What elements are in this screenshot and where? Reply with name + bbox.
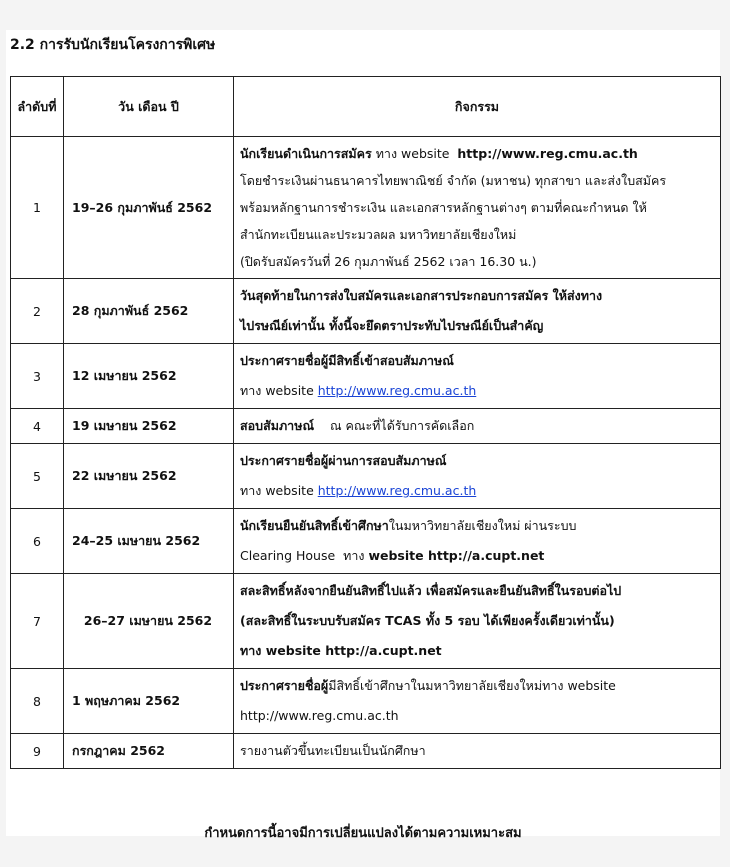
row-number: 6 <box>11 509 64 574</box>
website-link[interactable]: http://www.reg.cmu.ac.th <box>317 483 477 498</box>
activity-text: (สละสิทธิ์ในระบบรับสมัคร TCAS ทั้ง 5 รอบ ได้เพียงครั้งเดียวเท่านั้น) <box>240 613 615 628</box>
row-date: กรกฎาคม 2562 <box>64 734 234 769</box>
row-date: 1 พฤษภาคม 2562 <box>64 669 234 734</box>
row-date: 28 กุมภาพันธ์ 2562 <box>64 279 234 344</box>
activity-text: วันสุดท้ายในการส่งใบสมัครและเอกสารประกอบการสมัคร ให้ส่งทาง <box>240 288 603 303</box>
row-activity <box>234 279 721 344</box>
activity-text: ทาง website <box>371 146 458 161</box>
activity-line <box>240 671 714 701</box>
activity-text: ทาง website <box>240 483 318 498</box>
row-date: 24–25 เมษายน 2562 <box>64 509 234 574</box>
row-number: 4 <box>11 409 64 444</box>
activity-line <box>240 511 714 541</box>
row-activity <box>234 669 721 734</box>
activity-text: ในมหาวิทยาลัยเชียงใหม่ ผ่านระบบ <box>388 518 577 533</box>
activity-text: ทาง website http://a.cupt.net <box>240 643 442 658</box>
row-date: 26–27 เมษายน 2562 <box>64 574 234 669</box>
section-heading: 2.2 การรับนักเรียนโครงการพิเศษ <box>10 37 216 53</box>
table-row <box>11 509 721 574</box>
activity-text: ประกาศรายชื่อผู้มีสิทธิ์เข้าสอบสัมภาษณ์ <box>240 353 454 368</box>
activity-text: พร้อมหลักฐานการชำระเงิน และเอกสารหลักฐานต่างๆ ตามที่คณะกำหนด ให้ <box>240 200 647 215</box>
row-number: 5 <box>11 444 64 509</box>
footer-note: กำหนดการนี้อาจมีการเปลี่ยนแปลงได้ตามความเหมาะสม <box>204 826 522 841</box>
activity-text: นักเรียนยืนยันสิทธิ์เข้าศึกษา <box>240 518 389 533</box>
activity-line <box>240 701 714 731</box>
activity-text: ไปรษณีย์เท่านั้น ทั้งนี้จะยึดตราประทับไปรษณีย์เป็นสำคัญ <box>240 318 544 333</box>
row-number: 2 <box>11 279 64 344</box>
activity-line <box>240 446 714 476</box>
row-activity <box>234 509 721 574</box>
header-date: วัน เดือน ปี <box>64 77 234 137</box>
schedule-table <box>10 76 721 769</box>
table-row <box>11 409 721 444</box>
activity-line <box>240 194 714 221</box>
activity-text: ประกาศรายชื่อผู้ผ่านการสอบสัมภาษณ์ <box>240 453 447 468</box>
table-row <box>11 137 721 279</box>
activity-text: รายงานตัวขึ้นทะเบียนเป็นนักศึกษา <box>240 743 426 758</box>
row-activity <box>234 344 721 409</box>
activity-line <box>240 576 714 606</box>
activity-text: http://www.reg.cmu.ac.th <box>457 146 638 161</box>
row-number: 9 <box>11 734 64 769</box>
activity-line <box>240 346 714 376</box>
row-date: 12 เมษายน 2562 <box>64 344 234 409</box>
row-activity <box>234 734 721 769</box>
activity-line <box>240 736 714 766</box>
activity-line <box>240 281 714 311</box>
table-row <box>11 444 721 509</box>
table-row <box>11 574 721 669</box>
row-number: 7 <box>11 574 64 669</box>
table-header-row <box>11 77 721 137</box>
activity-text: Clearing House ทาง <box>240 548 369 563</box>
row-date: 22 เมษายน 2562 <box>64 444 234 509</box>
activity-text: มีสิทธิ์เข้าศึกษาในมหาวิทยาลัยเชียงใหม่ทาง website <box>328 678 616 693</box>
header-order: ลำดับที่ <box>11 77 64 137</box>
activity-line <box>240 311 714 341</box>
activity-line <box>240 606 714 636</box>
row-date: 19 เมษายน 2562 <box>64 409 234 444</box>
activity-text: ทาง website <box>240 383 318 398</box>
activity-text: นักเรียนดำเนินการสมัคร <box>240 146 372 161</box>
activity-text: website http://a.cupt.net <box>368 548 545 563</box>
activity-line <box>240 248 714 275</box>
activity-text: (ปิดรับสมัครวันที่ 26 กุมภาพันธ์ 2562 เวลา 16.30 น.) <box>240 254 537 269</box>
activity-line <box>240 167 714 194</box>
website-link[interactable]: http://www.reg.cmu.ac.th <box>317 383 477 398</box>
activity-line <box>240 221 714 248</box>
activity-line <box>240 411 714 441</box>
activity-text: สำนักทะเบียนและประมวลผล มหาวิทยาลัยเชียงใหม่ <box>240 227 517 242</box>
activity-text: โดยชำระเงินผ่านธนาคารไทยพาณิชย์ จำกัด (มหาชน) ทุกสาขา และส่งใบสมัคร <box>240 173 667 188</box>
activity-text: ประกาศรายชื่อผู้ <box>240 678 329 693</box>
activity-text: สละสิทธิ์หลังจากยืนยันสิทธิ์ไปแล้ว เพื่อสมัครและยืนยันสิทธิ์ในรอบต่อไป <box>240 583 622 598</box>
row-number: 8 <box>11 669 64 734</box>
table-row <box>11 669 721 734</box>
table-row <box>11 344 721 409</box>
activity-line <box>240 636 714 666</box>
document-page <box>6 30 720 841</box>
header-activity: กิจกรรม <box>234 77 721 137</box>
row-number: 3 <box>11 344 64 409</box>
row-activity <box>234 137 721 279</box>
table-body <box>11 137 721 769</box>
row-number: 1 <box>11 137 64 279</box>
activity-text: สอบสัมภาษณ์ <box>240 418 315 433</box>
table-row <box>11 734 721 769</box>
activity-text: ณ คณะที่ได้รับการคัดเลือก <box>314 418 475 433</box>
row-activity <box>234 574 721 669</box>
activity-line <box>240 541 714 571</box>
activity-line <box>240 476 714 506</box>
row-activity <box>234 409 721 444</box>
table-row <box>11 279 721 344</box>
activity-line <box>240 376 714 406</box>
activity-line <box>240 140 714 167</box>
row-date: 19–26 กุมภาพันธ์ 2562 <box>64 137 234 279</box>
row-activity <box>234 444 721 509</box>
activity-text: http://www.reg.cmu.ac.th <box>240 708 399 723</box>
